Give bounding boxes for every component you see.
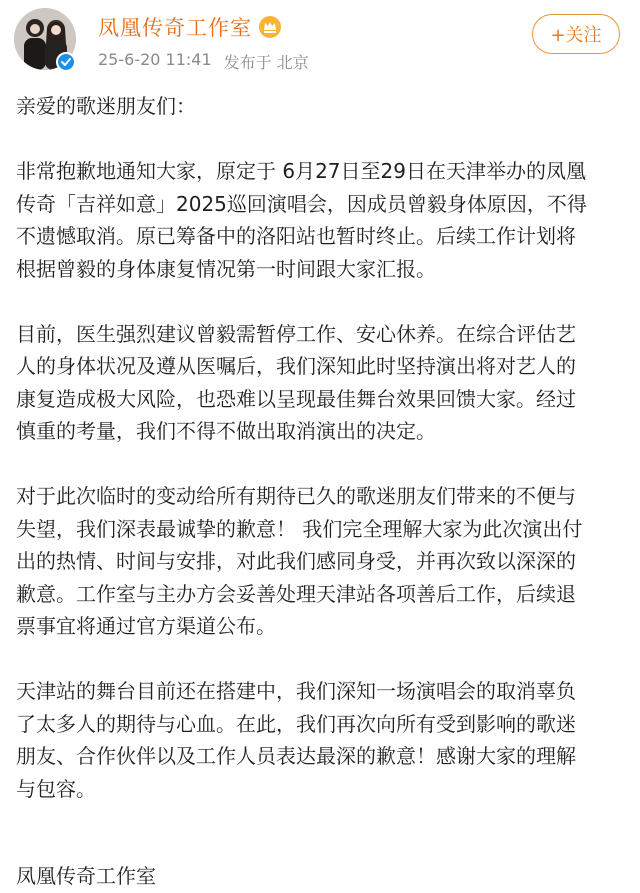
text-line: 票事宜将通过官方渠道公布。 xyxy=(16,614,276,638)
paragraph-apology xyxy=(16,480,628,643)
text-line: 失望，我们深表最诚挚的歉意！ 我们完全理解大家为此次演出付 xyxy=(16,516,583,541)
text-line: 康复造成极大风险，也恐难以呈现最佳舞台效果回馈大家。经过 xyxy=(16,386,576,411)
text-line: 出的热情、时间与安排，对此我们感同身受，并再次致以深深的 xyxy=(16,549,576,573)
signature: 凤凰传奇工作室 xyxy=(16,864,156,888)
text-line: 了太多人的期待与心血。在此，我们再次向所有受到影响的歌迷 xyxy=(16,711,576,736)
text-line: 目前，医生强烈建议曾毅需暂停工作、安心休养。在综合评估艺 xyxy=(16,321,576,346)
account-name[interactable]: 凤凰传奇工作室 xyxy=(98,16,252,40)
text-line: 对于此次临时的变动给所有期待已久的歌迷朋友们带来的不便与 xyxy=(16,484,576,508)
text-line: 慎重的考量，我们不得不做出取消演出的决定。 xyxy=(16,419,436,443)
text-line: 歉意。工作室与主办方会妥善处理天津站各项善后工作，后续退 xyxy=(16,581,576,606)
text-line: 不遗憾取消。原已筹备中的洛阳站也暂时终止。后续工作计划将 xyxy=(16,224,576,248)
verified-badge-icon xyxy=(56,52,76,72)
paragraph-cancellation xyxy=(16,155,628,285)
text-line: 根据曾毅的身体康复情况第一时间跟大家汇报。 xyxy=(16,256,436,281)
greeting: 亲爱的歌迷朋友们： xyxy=(16,94,196,118)
text-line: 人的身体状况及遵从医嘱后，我们深知此时坚持演出将对艺人的 xyxy=(16,354,576,378)
publish-location: 发布于 北京 xyxy=(223,53,309,72)
post-body xyxy=(16,90,628,838)
text-line: 朋友、合作伙伴以及工作人员表达最深的歉意！感谢大家的理解 xyxy=(16,744,576,768)
vip-crown-icon xyxy=(258,15,282,39)
account-name-row xyxy=(98,12,282,42)
post-meta xyxy=(98,50,309,73)
text-line: 传奇「吉祥如意」2025巡回演唱会，因成员曾毅身体原因，不得 xyxy=(16,191,587,216)
text-line: 非常抱歉地通知大家，原定于 6月27日至29日在天津举办的凤凰 xyxy=(16,159,586,183)
post-header xyxy=(0,0,640,84)
paragraph-thanks xyxy=(16,675,628,805)
text-line: 与包容。 xyxy=(16,776,96,801)
paragraph-medical xyxy=(16,318,628,448)
post-timestamp: 25-6-20 11:41 xyxy=(98,50,212,69)
text-line: 天津站的舞台目前还在搭建中，我们深知一场演唱会的取消辜负 xyxy=(16,679,576,703)
follow-button[interactable]: +关注 xyxy=(532,14,620,54)
